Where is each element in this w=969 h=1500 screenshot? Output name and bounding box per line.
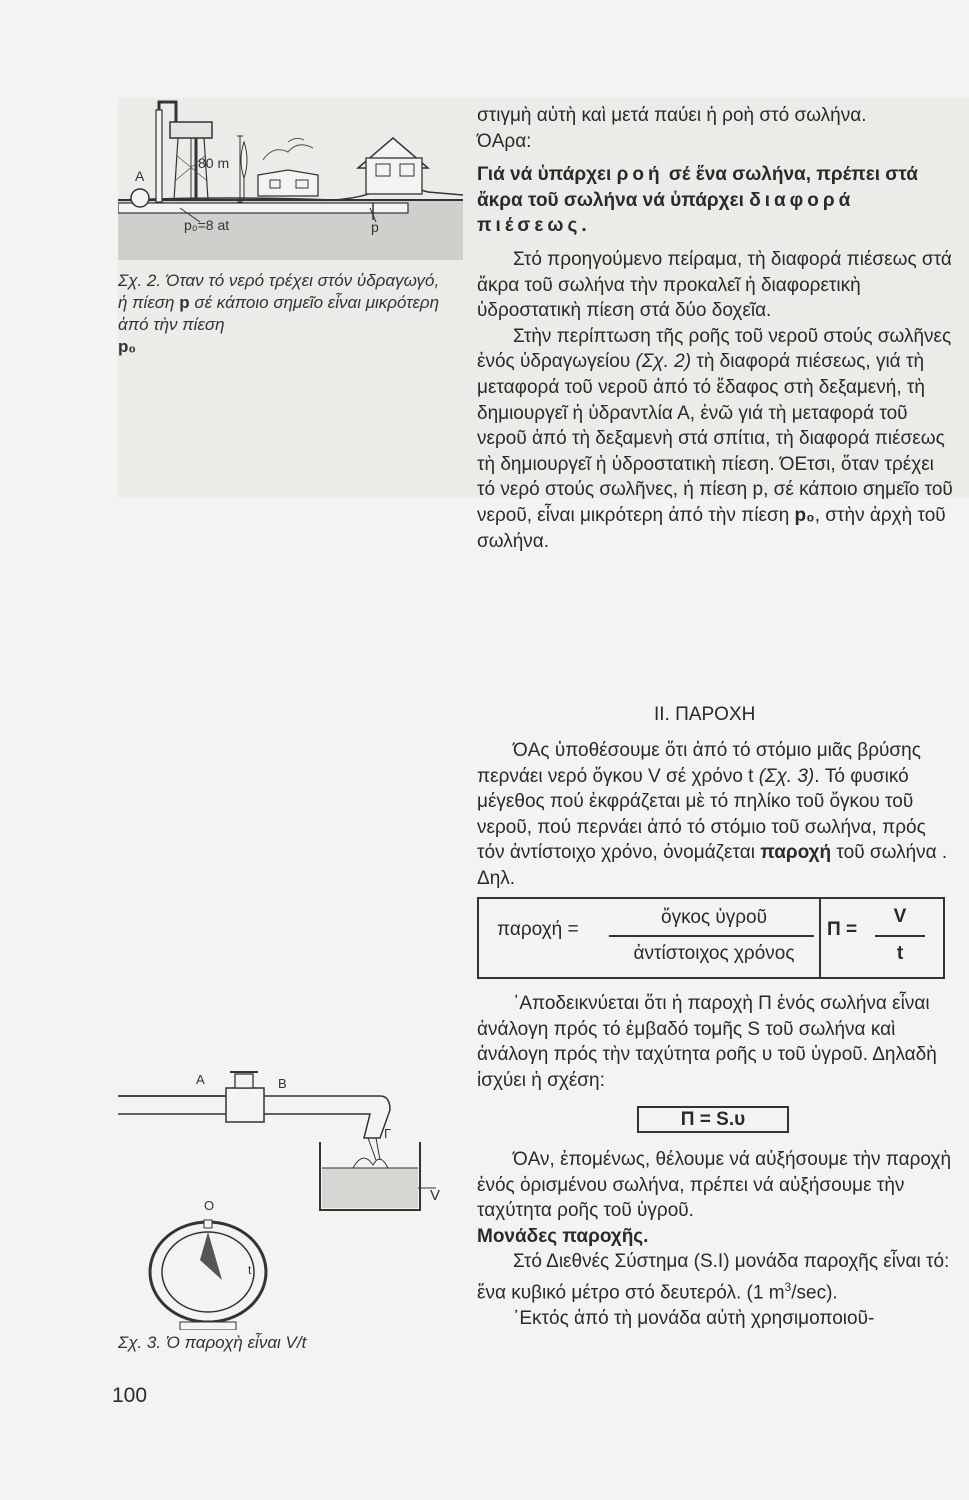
figure-3-caption: Σχ. 3. Ὁ παροχὴ εἶναι V/t <box>118 1333 307 1352</box>
intro-c: τοῦ σωλήνα . Δηλ. <box>477 842 948 889</box>
p2-text-3: , στὴν ἀρχὴ τοῦ σωλήνα. <box>477 504 946 552</box>
label-a: A <box>196 1072 205 1087</box>
label-t: t <box>248 1263 252 1277</box>
p2-text-2: τὴ διαφορά πιέσεως, γιά τὴ μεταφορά τοῦ νεροῦ ἀπό τό ἔδαφος στὴ δεξαμενή, τὴ δημιουργεῖ ἡ ὑδραντλία Α, ἐνῶ γιά τὴ μεταφορά τοῦ νεροῦ ἀπό τὴ δεξαμενὴ στά σπίτια, τὴ διαφορά πιέσεως τὴ δημιουργεῖ ἡ ὑδροστατικὴ πίεση. ΌΕτσι, ὅταν τρέχει τό νερό στούς σωλῆνες, ἡ πίεση p, σέ κάποιο σημεῖο τοῦ νεροῦ, εἶναι μικρότερη ἀπό τὴν πίεση <box>477 351 953 526</box>
p2-p0: p₀ <box>794 504 815 526</box>
caption-p: p <box>179 293 190 312</box>
caption-p0: p₀ <box>118 337 137 356</box>
section-heading: II. ΠΑΡΟΧΗ <box>654 704 756 725</box>
rule-diff: διαφορά πιέσεως <box>477 189 855 237</box>
figure-2-water-supply <box>118 100 463 265</box>
flow-rule <box>477 162 957 239</box>
formula-lhs: παροχή = <box>497 919 579 940</box>
units-line-1: Στό Διεθνές Σύστημα (S.I) μονάδα παροχῆς εἶναι τό: <box>513 1251 950 1273</box>
intro-ref: (Σχ. 3) <box>758 765 815 787</box>
intro-b: . Τό φυσικό μέγεθος πού ἐκφράζεται μὲ τό πηλίκο τοῦ ὄγκου τοῦ νεροῦ, πού περνάει ἀπό τό στόμιο τοῦ σωλήνα, πρός τόν ἀντίστοιχο χρόνο, ὀνομάζεται <box>477 765 926 864</box>
p2-text: Στὴν περίπτωση τῆς ροῆς τοῦ νεροῦ στούς σωλῆνες ἑνός ὑδραγωγείου <box>477 325 952 373</box>
intro-a: ΌΑς ὑποθέσουμε ὅτι ἀπό τό στόμιο μιᾶς βρύσης περνάει νερό ὄγκου V σέ χρόνο t <box>477 740 921 787</box>
units-line-3: ᾿Εκτός ἀπό τὴ μονάδα αὐτὴ χρησιμοποιοῦ- <box>513 1307 875 1329</box>
units-2a: ἕνα κυβικό μέτρο στό δευτερόλ. (1 m <box>477 1282 785 1304</box>
text-line: στιγμὴ αὐτὴ καὶ μετά παύει ἡ ροὴ στό σωλήνα. <box>477 105 867 126</box>
formula-numerator: ὄγκος ὑγροῦ <box>661 907 767 928</box>
units-2b: /sec). <box>791 1282 838 1304</box>
label-gamma: Γ <box>384 1126 392 1141</box>
figure-3-flow-measurement <box>118 1060 463 1330</box>
formula-t: t <box>896 943 904 964</box>
label-o: O <box>204 1198 215 1213</box>
formula-box-1 <box>477 897 945 979</box>
formula-v: V <box>893 906 907 927</box>
height-label: 80 m <box>198 155 230 171</box>
bottom-text-column <box>477 1147 957 1331</box>
rule-flow: ροή <box>616 164 664 186</box>
figure-2-caption <box>118 270 448 358</box>
rule-text: Γιά νά ὑπάρχει <box>477 164 617 186</box>
formula-denominator: ἀντίστοιχος χρόνος <box>633 943 795 964</box>
caption-text: Σχ. 2. Όταν τό νερό τρέχει στόν ὑδραγωγό, ἡ πίεση <box>118 271 440 312</box>
caption-text-2: σέ κάποιο σημεῖο εἶναι μικρότερη ἀπό τὴν πίεση <box>118 293 440 334</box>
rule-end: . <box>581 215 587 237</box>
paragraph-1: Στό προηγούμενο πείραμα, τὴ διαφορά πιέσεως στά ἄκρα τοῦ σωλήνα τὴν προκαλεῖ ἡ διαφορετικὴ ὑδροστατικὴ πίεση στά δύο δοχεῖα. <box>477 248 952 322</box>
formula-box-2: Π = S.υ <box>637 1106 789 1133</box>
intro-paragraph <box>477 738 957 892</box>
proof-paragraph <box>477 991 957 1093</box>
label-b: B <box>278 1076 287 1091</box>
pump-label-a: A <box>135 168 145 184</box>
text-line: ΌΑρα: <box>477 130 532 152</box>
units-sup: 3 <box>784 1279 792 1294</box>
intro-bold: παροχή <box>760 842 832 864</box>
label-v: V <box>430 1187 441 1204</box>
proof-text: ᾿Αποδεικνύεται ὅτι ἡ παροχὴ Π ἑνός σωλήνα εἶναι ἀνάλογη πρός τό ἐμβαδό τομῆς S τοῦ σωλήνα καὶ ἀνάλογη πρός τὴν ταχύτητα ροῆς υ τοῦ ὑγροῦ. Δηλαδὴ ἰσχύει ἡ σχέση: <box>477 993 937 1091</box>
formula-divider <box>819 899 821 977</box>
intro-text <box>477 738 957 892</box>
top-text-column <box>477 103 957 554</box>
fraction-bar <box>609 935 814 937</box>
p2-ref: (Σχ. 2) <box>635 351 692 373</box>
paragraph-2 <box>477 324 957 554</box>
pressure-label: p <box>371 219 379 235</box>
rule-text-2: σέ ἕνα σωλήνα, πρέπει στά ἄκρα τοῦ σωλήνα νά ὑπάρχει <box>477 164 918 211</box>
pressure0-label: p₀=8 at <box>184 217 230 233</box>
units-line-2 <box>477 1275 957 1306</box>
increase-text: ΌΑν, ἐπομένως, θέλουμε νά αὐξήσουμε τὴν παροχὴ ἑνός ὁρισμένου σωλήνα, πρέπει νά αὐξήσουμε τὴν ταχύτητα ροῆς τοῦ ὑγροῦ. <box>477 1149 952 1222</box>
formula-symbol: Π = <box>827 919 858 940</box>
fraction-bar-2 <box>875 935 925 937</box>
units-heading: Μονάδες παροχῆς. <box>477 1225 649 1247</box>
page-number: 100 <box>112 1384 148 1407</box>
